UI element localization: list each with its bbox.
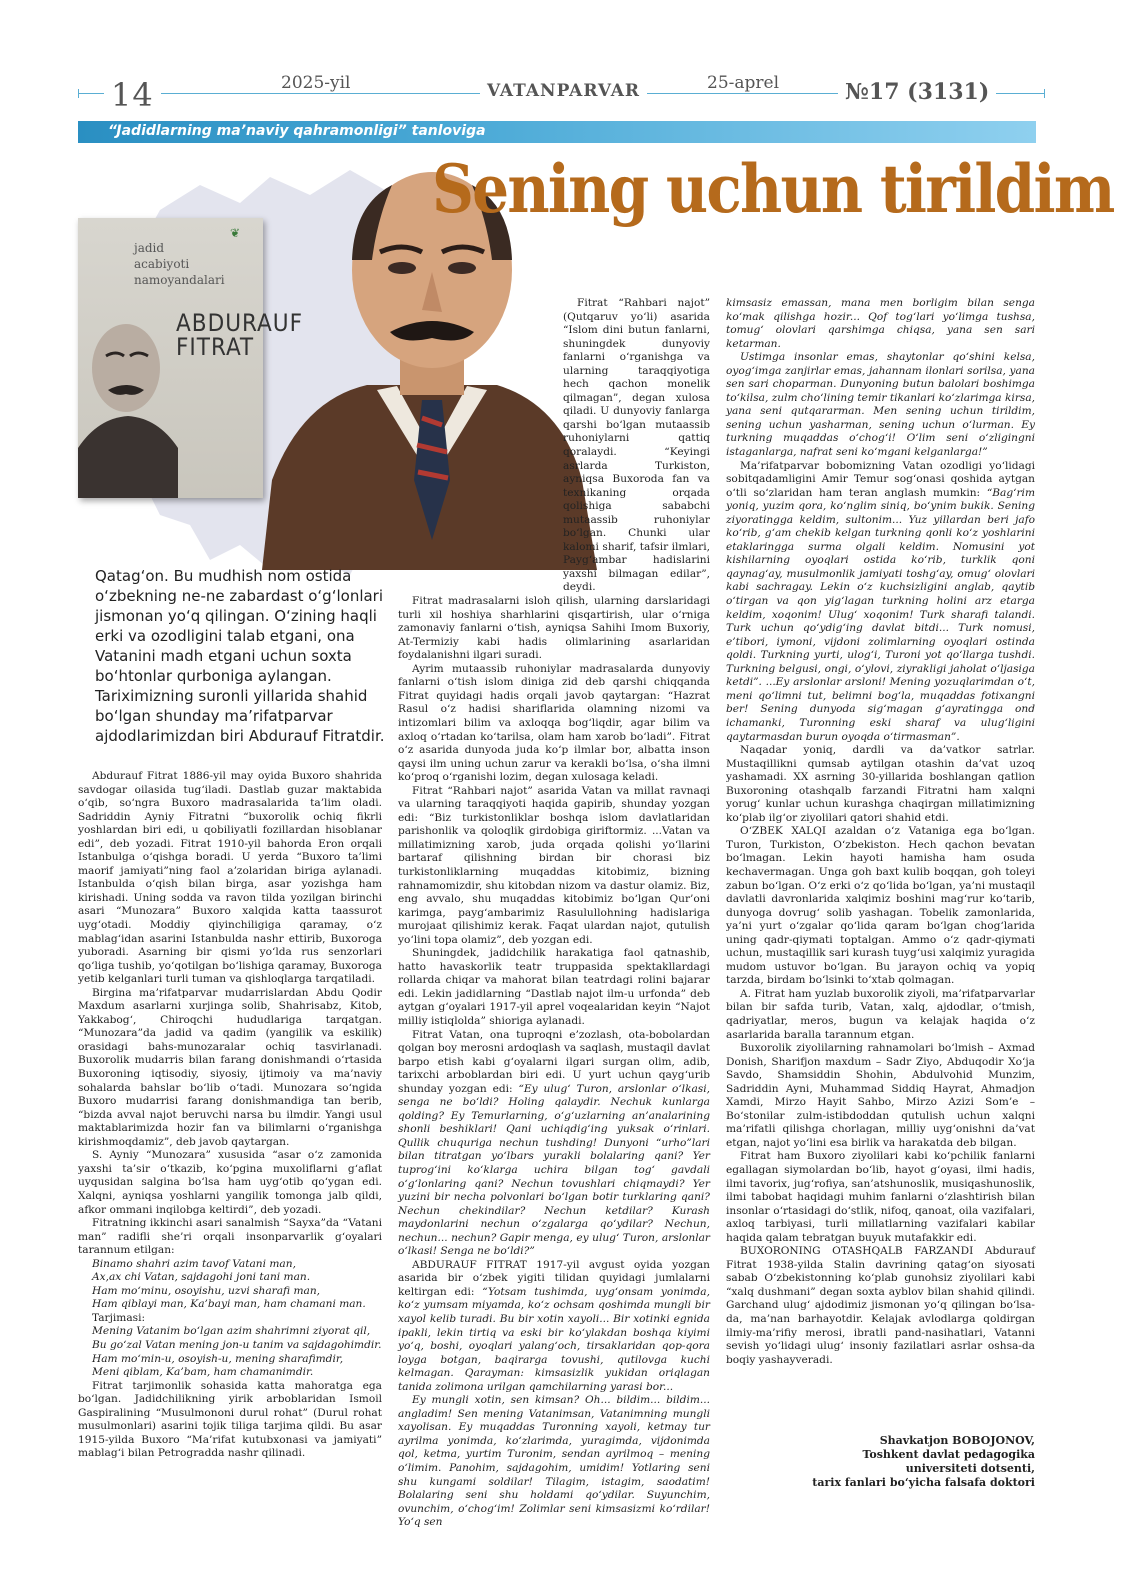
book-author-line: ABDURAUF (176, 309, 304, 337)
paragraph-text: ABDURAUF FITRAT 1917-yil avgust oyida yozgan asarida bir o‘zbek yigiti tilidan quyidagi jumlalarni keltirgan edi: (398, 1258, 710, 1298)
header-rule-tick (1044, 89, 1045, 98)
book-portrait (78, 298, 178, 498)
quote-text: “Yotsam tushimda, uyg‘onsam yonimda, ko‘z yumsam miyamda, ko‘z ochsam qoshimda mungli bir xayol kelib turadi. Bu bir xotin xayoli... Bir xotinki egnida ipakli, lekin tirtiq va eski bir ko‘ylakdan boshqa kiyimi yo‘q, boshi, oyoqlari yalang‘och, tirsaklaridan qop-qora loyga botgan, baqirarga tovushi, qutilovga kuchi kelmagan. Qarayman: kimsasizlik yukidan oriqlagan tanida zolimona urilgan qamchilarning yarasi bor... (398, 1285, 710, 1393)
contest-banner (78, 121, 1036, 143)
book-series-line: namoyandalari (134, 273, 225, 287)
paragraph: Birgina ma’rifatparvar mudarrislardan Abdu Qodir Maxdum asarlarni xurjinga solib, Shahrisabz, Kitob, Yakkabog‘, Chiroqchi hududlariga tarqatgan. “Munozara”da jadid va qadim (yangilik va eskilik) orasidagi bahs-munozaralar ochiq tasvirlanadi. Buxorolik mudarris bilan farang donishmandi o‘rtasida Buxoroning iqtisodiy, siyosiy, ijtimoiy va ma’naviy sohalarda bahslar bo‘lib o‘tadi. Munozara so‘ngida Buxoro mudarrisi farang donishmandiga tan berib, “bizda avval najot beruvchi narsa bu ilmdir. Yangi usul maktablarimizda hozir fan va bilimlarni o‘rganishga kirishmoqdamiz”, deb javob qaytargan. (78, 986, 382, 1148)
paragraph: Ey mungli xotin, sen kimsan? Oh... bildim... bildim... angladim! Sen mening Vatanimsan, Vatanimning mungli xayolisan. Ey muqaddas Turonning xayoli, ketmay tur ayrilma yonimda, ko‘zlarimda, yuragimda, vijdonimda qol, ketma, yurtim Turonim, sendan ayrilmoq – mening o‘limim. Panohim, sajdagohim, umidim! Yotlaring seni shu kungami soldilar! Tilagim, istagim, saodatim! Bolalaring seni shu holdami qo‘ydilar. Suyunchim, ovunchim, o‘chog‘im! Zolimlar seni kimsasizmi ko‘rdilar! Yo‘q sen (398, 1394, 710, 1529)
signature-line: tarix fanlari bo‘yicha falsafa doktori (812, 1476, 1035, 1489)
paragraph (726, 460, 1035, 744)
quote-text: “Ey ulug‘ Turon, arslonlar o‘lkasi, senga ne bo‘ldi? Holing qalaydir. Nechuk kunlarga qolding? Ey Temurlarning, o‘g‘uzlarning an’analarining shonli beshiklari! Qani uchiqdig‘ing yuksak o‘rinlari. Qullik chuqurіga nechun tushding! Dunyoni “urho”lari bilan titratgan yo‘lbars yurakli bolalaring qani? Yer tuprog‘ini ko‘klarga uchira bilgan tog‘ gavdali o‘g‘lonlaring qani? Nechun tovushlari chiqmaydi? Yer yuzini bir necha polvonlari bo‘lgan botir turklaring qani? Nechun chekindilar? Nechun ketdilar? Kurash maydonlarini nechun o‘zgalarga qo‘ydilar? Nechun, nechun... nechun? Gapir menga, ey ulug‘ Turon, arslonlar o‘lkasi! Senga ne bo‘ldi?” (398, 1082, 711, 1258)
header-date: 25-aprel (700, 73, 786, 93)
paragraph: Fitrat madrasalarni isloh qilish, ularning darslaridagi turli xil hoshiya sharhlarini qisqartirish, ular o‘rniga zamonaviy fanlarni o‘tish, ayniqsa Sahihi Imom Buxoriy, At-Termiziy kabi hadis olimlarining asarlaridan foydalanishni ilgari suradi. (398, 595, 710, 662)
paragraph: Abdurauf Fitrat 1886-yil may oyida Buxoro shahrida savdogar oilasida tug‘iladi. Dastlab guzar maktabida o‘qib, so‘ngra Buxoro madrasalarida ta’lim oladi. Sadriddin Ayniy Fitratni “buxorolik ochiq fikrli yoshlardan biri edi, u qobiliyatli fozillardan hisoblanar edi”, deb yozadi. Fitrat 1910-yil bahorda Eron orqali Istanbulga o‘qishga boradi. U yerda “Buxoro ta’limi maorif jamiyati”ning faol a’zolaridan biriga aylanadi. Istanbulda o‘qish bilan birga, asar yozishga ham kirishadi. Uning sodda va ravon tilda yozilgan birinchi asari “Munozara” Buxoro xalqida katta taassurot uyg‘otadi. Moddiy qiyinchiligiga qaramay, o‘z mablag‘idan asarini Istanbulda nashr ettirib, Buxoroga yuboradi. Asarning bir qismi yo‘lda rus senzorlari qo‘liga tushib, yo‘qotilgan bo‘lishiga qaramay, Buxoroga yetib kelganlari turli tuman va qishloqlarga tarqatiladi. (78, 770, 382, 986)
paragraph: Naqadar yoniq, dardli va da’vatkor satrlar. Mustaqillikni qumsab aytilgan otashin da’vat uzoq yashamadi. XX asrning 30-yillarida boshlangan qatlion Buxoroning otashqalb farzandi Fitratni ham xalqni yorug‘ kunlar uchun kurashga chaqirgan millatimizning ko‘plab ilg‘or ziyolilari qatori shahid etdi. (726, 744, 1035, 824)
translation-label: Tarjimasi: (92, 1311, 146, 1324)
paragraph (398, 1029, 710, 1259)
publisher-leaf-icon: ❦ (230, 226, 241, 240)
poem-line: Ham mo‘min-u, osoyish-u, mening sharafimdir, (92, 1352, 344, 1365)
paragraph: kimsasiz emassan, mana men borligim bilan senga ko‘mak qilishga hozir... Qof tog‘lari yo‘limga tushsa, tomug‘ olovlari qarshimga chiqsa, yana sen sari ketarman. (726, 297, 1035, 350)
paragraph: S. Ayniy “Munozara” xususida “asar o‘z zamonida yaxshi ta’sir o‘tkazib, ko‘pgina muxoliflarni g‘aflat uyqusidan salgina bo‘lsa ham uyg‘otib qo‘ygan edi. Xalqni, ayniqsa yoshlarni yangilik tomonga jalb qildi, afkor ommani inqilobga keltirdi”, deb yozadi. (78, 1149, 382, 1216)
paragraph: Fitrat “Rahbari najot” asarida Vatan va millat ravnaqi va ularning taraqqiyoti haqida gapirib, shunday yozgan edi: “Biz turkistonliklar boshqa islom davlatlaridan parishonlik va qoloqlik girdobiga giriftormiz. ...Vatan va millatimizning xarob, juda orqada qolishi yo‘llarini bartaraf qilishning birdan bir chorasi biz turkistonliklarning muqaddas kitobimiz, bizning rahnamomizdir, shu kitobdan nizom va dastur olamiz. Biz, eng avvalo, shu muqaddas kitobimiz bo‘lgan Qur’oni karimga, payg‘ambarimiz Rasulullohning hadislariga murojaat qilishimiz kerak. Faqat ulardan najot, qutulish yo‘lini topa olamiz”, deb yozgan edi. (398, 784, 710, 946)
text-column-3 (726, 297, 1035, 1367)
article-title: Sening uchun tirildim (432, 150, 1114, 228)
poem-line: Mening Vatanim bo‘lgan azim shahrimni ziyorat qil, (92, 1325, 371, 1338)
page-number: 14 (104, 76, 161, 114)
text-column-2 (398, 297, 710, 1530)
book-author (176, 311, 303, 359)
paragraph (398, 1259, 710, 1394)
book-series-line: acabiyoti (134, 257, 190, 271)
text-column-1 (78, 770, 382, 1461)
paragraph: O‘ZBEK XALQI azaldan o‘z Vataniga ega bo‘lgan. Turon, Turkiston, O‘zbekiston. Hech qachon bevatan bo‘lmagan. Lekin hayoti hamisha ham osuda kechavermagan. Unga goh baxt kulib boqqan, goh toleyi zabun bo‘lgan. O‘z erki o‘z qo‘lida bo‘lgan, ya’ni mustaqil davlatli davronlarida xalqimiz boshini mag‘rur ko‘tarib, dunyoga dovrug‘ solib yashagan. Tobelik zamonlarida, ya’ni yurt o‘zgalar qo‘lida qaram bo‘lgan chog‘larida uning qadr-qiymati toptalgan. Ammo o‘z qadr-qiymati uchun, mustaqillik sari kurash tuyg‘usi xalqimiz yuragida mudom ustuvor bo‘lgan. Bu jarayon ochiq va yopiq tarzda, birdam bo‘lsinki to‘xtab qolmagan. (726, 825, 1035, 987)
paragraph: A. Fitrat ham yuzlab buxorolik ziyoli, ma’rifatparvarlar bilan bir safda turib, Vatan, xalq, ajdodlar, o‘tmish, qadriyatlar, meros, bugun va kelajak haqida o‘z asarlarida baralla tarannum etgan. (726, 987, 1035, 1041)
paragraph: BUXORONING OTASHQALB FARZANDI Abdurauf Fitrat 1938-yilda Stalin davrining qatag‘on siyosati sabab O‘zbekistonning ko‘plab gunohsiz ziyolilari kabi “xalq dushmani” degan soxta ayblov bilan shahid qilindi. Garchand ulug‘ ajdodimiz jismonan yo‘q qilingan bo‘lsa-da, ma’nan barhayotdir. Kelajak avlodlarga qoldirgan ilmiy-ma’rifiy merosi, ibratli pand-nasihatlari, Vatanni sevish yo‘lidagi ulug‘ insoniy fazilatlari asrlar oshsa-da boqiy yashayveradi. (726, 1245, 1035, 1366)
poem-line: Ax,ax chi Vatan, sajdagohi joni tani man. (92, 1271, 311, 1284)
paragraph: Fitrat “Rahbari najot” (Qutqaruv yo‘li) asarida “Islom dini butun fanlarni, shuningdek dunyoviy fanlarni o‘rganishga va ularning taraqqiyotiga hech qachon monelik qilmagan”, degan xulosa qiladi. U dunyoviy fanlarga qarshi bo‘lgan mutaassib ruhoniylarni qattiq qoralaydi. “Keyingi asrlarda Turkiston, ayniqsa Buxoroda fan va texnikaning orqada qolishiga sababchi mutaassib ruhoniylar bo‘lgan. Chunki ular kalomi sharif, tafsir ilmlari, Payg‘ambar hadislarini yaxshi bilmagan edilar”, deydi. (563, 297, 710, 594)
issue-number: №17 (3131) (838, 79, 996, 105)
quote-text: “Bag‘rim yoniq, yuzim qora, ko‘nglim siniq, bo‘ynim bukik. Sening ziyoratingga keldim, sultonim... Yuz yillardan beri jafo ko‘rib, g‘am chekib kelgan turkning qonli ko‘z yoshlarini etaklaringga surma olgali keldim. Nomusini yot kishilarning oyoqlari ostida ko‘rib, turklik qoni qaynag‘ay, musulmonlik jamiyati toshg‘ay, omug‘ olovlari kabi sachragay. Lekin o‘z kuchsizligini anglab, qaytib o‘tirgan va qon yig‘lagan turkning holini arz etarga keldim, xoqonim! Ulug‘ xoqonim! Turk sharafi talandi. Turk uchun qo‘ydig‘ing davlat bitdi... Turk nomusi, e’tibori, iymoni, vijdoni zolimlarning oyoqlari ostinda qoldi. Turkning yurti, ulog‘i, Turoni yot qo‘llarga tushdi. Turkning belgusi, ongi, o‘ylovi, ziyrakligi jaholat o‘ljasiga ketdi”. ...Ey arslonlar arsloni! Mening yozuqlarimdan o‘t, meni qo‘limni tut, belimni bog‘la, muqaddas fotixangni ber! Sening dunyoda sig‘magan g‘ayratingga ond ichamanki, Turonning eski sharaf va ulug‘ligini qaytarmasdan burun oyoqda o‘tirmasman”. (726, 486, 1035, 743)
signature-line: universiteti dotsenti, (905, 1462, 1035, 1475)
signature-line: Toshkent davlat pedagogika (862, 1448, 1035, 1461)
paragraph-text: Ma’rifatparvar bobomizning Vatan ozodligi yo‘lidagi sobitqadamligini Amir Temur sog‘onasi qoshida aytgan o‘tli so‘zlaridan ham teran anglash mumkin: (726, 459, 1035, 499)
paragraph-text: Fitrat Vatan, ona tuproqni e’zozlash, ota-bobolardan qolgan boy merosni ardoqlash va saqlash, mustaqil davlat barpo etish kabi g‘oyalarni ilgari surgan olim, adib, tarixchi arboblardan biri edi. U yurt uchun qayg‘urib shunday yozgan edi: (398, 1028, 710, 1095)
header-rule-tick (78, 89, 79, 98)
book-series-line: jadid (134, 241, 165, 255)
paragraph: Fitrat ham Buxoro ziyolilari kabi ko‘pchilik fanlarni egallagan siymolardan bo‘lib, hayot g‘oyasi, ilmi hadis, ilmi tavorix, jug‘rofiya, san’atshunoslik, musiqashunoslik, ilmi tabobat haqidagi muhim fanlarni o‘zlashtirish bilan insonlar o‘rtasidagi do‘stlik, nifoq, qanoat, oila vazifalari, axloq tarbiyasi, turli millatlarning vazifalari kabilar haqida qalam tebratgan buyuk mutafakkir edi. (726, 1150, 1035, 1244)
paragraph: Ustimga insonlar emas, shaytonlar qo‘shini kelsa, oyog‘imga zanjirlar emas, jahannam ilonlari sorilsa, yana sen sari choparman. Dunyoning butun balolari boshimga to‘kilsa, zulm cho‘lining temir tikanlari ko‘zlarimga kirsa, yana seni qutqararman. Men sening uchun tirildim, sening uchun yasharman, sening uchun o‘lurman. Ey turkning muqaddas o‘chog‘i! O‘lim seni o‘zligingni istaganlarga, nafrat seni ko‘mgani kelganlarga!” (726, 351, 1035, 459)
article-lead: Qatag‘on. Bu mudhish nom ostida o‘zbekning ne-ne zabardast o‘g‘lonlari jismonan yo‘q qilingan. O‘zining haqli erki va ozodligini talab etgani, ona Vatanini madh etgani uchun soxta bo‘htonlar qurboniga aylangan. Tariximizning suronli yillarida shahid bo‘lgan shunday ma’rifatparvar ajdodlarimizdan biri Abdurauf Fitratdir. (95, 567, 385, 745)
signature-name: Shavkatjon BOBOJONOV, (879, 1434, 1035, 1447)
author-signature (760, 1434, 1035, 1490)
poem-line: Binamo shahri azim tavof Vatani man, (92, 1257, 296, 1270)
newspaper-name: VATANPARVAR (480, 81, 647, 101)
paragraph: Shuningdek, jadidchilik harakatiga faol qatnashib, hatto havaskorlik teatr truppasida spektakllardagi rollarda chiqar va mahorat bilan teatrdagi rolini bajarar edi. Lekin jadidlarning “Dastlab najot ilm-u urfonda” deb aytgan g‘oyalari 1917-yil aprel voqealaridan keyin “Najot milliy istiqlolda” shioriga aylanadi. (398, 947, 710, 1027)
paragraph: Fitratning ikkinchi asari sanalmish “Sayxa”da “Vatani man” radifli she’ri orqali insonparvarlik g‘oyalari tarannum etilgan: (78, 1217, 382, 1257)
poem-line: Ham mo‘minu, osoyishu, uzvi sharafi man, (92, 1284, 321, 1297)
header-year: 2025-yil (274, 73, 358, 93)
poem-line: Ham qiblayi man, Ka’bayi man, ham chamani man. (92, 1298, 366, 1311)
paragraph: Buxorolik ziyolilarning rahnamolari bo‘lmish – Axmad Donish, Sharifjon maxdum – Sadr Ziyo, Abduqodir Xo‘ja Savdo, Shamsiddin Shohin, Abdulvohid Munzim, Sadriddin Ayni, Muhammad Siddiq Hayrat, Ahmadjon Xamdi, Mirzo Hayit Sahbo, Mirzo Azizi Som’e – Bo‘stonilar zulm-istibdoddan qutulish uchun xalqni ma’rifatli qilishga chorlagan, milliy uyg‘onishni da’vat etgan, najot yo‘lini esa birlik va harakatda deb bilgan. (726, 1042, 1035, 1149)
banner-text: “Jadidlarning ma’naviy qahramonligi” tanloviga (108, 123, 486, 139)
poem-line: Meni qiblam, Ka’bam, ham chamanimdir. (92, 1366, 314, 1379)
book-series (134, 240, 225, 288)
paragraph: Fitrat tarjimonlik sohasida katta mahoratga ega bo‘lgan. Jadidchilikning yirik arboblaridan Ismoil Gaspiralining “Musulmononi durul rohat” (Durul rohat musulmonlari) asarini tojik tiliga tarjima qildi. Bu asar 1915-yilda Buxoro “Ma’rifat kutubxonasi va jamiyati” mablag‘i bilan Petrogradda nashr qilinadi. (78, 1379, 382, 1460)
book-cover (78, 218, 304, 498)
paragraph: Ayrim mutaassib ruhoniylar madrasalarda dunyoviy fanlarni o‘tish islom diniga zid deb qarshi chiqqanda Fitrat quyidagi hadis orqali javob qaytargan: “Hazrat Rasul o‘z hadisi shariflarida olamning nizomi va intizomlari bilim va axloqqa bog‘liqdir, agar bilim va axloq o‘rtadan ko‘tarilsa, olam ham xarob bo‘ladi”. Fitrat o‘z asarida dunyoda juda ko‘p ilmlar bor, albatta inson qaysi ilm uning uchun zarur va kerakli bo‘lsa, o‘sha ilmni ko‘proq o‘rganishi lozim, degan xulosaga keladi. (398, 662, 710, 784)
book-author-line: FITRAT (176, 333, 255, 361)
poem-line: Bu go‘zal Vatan mening jon-u tanim va sajdagohimdir. (92, 1338, 382, 1351)
page-header (78, 73, 1045, 114)
